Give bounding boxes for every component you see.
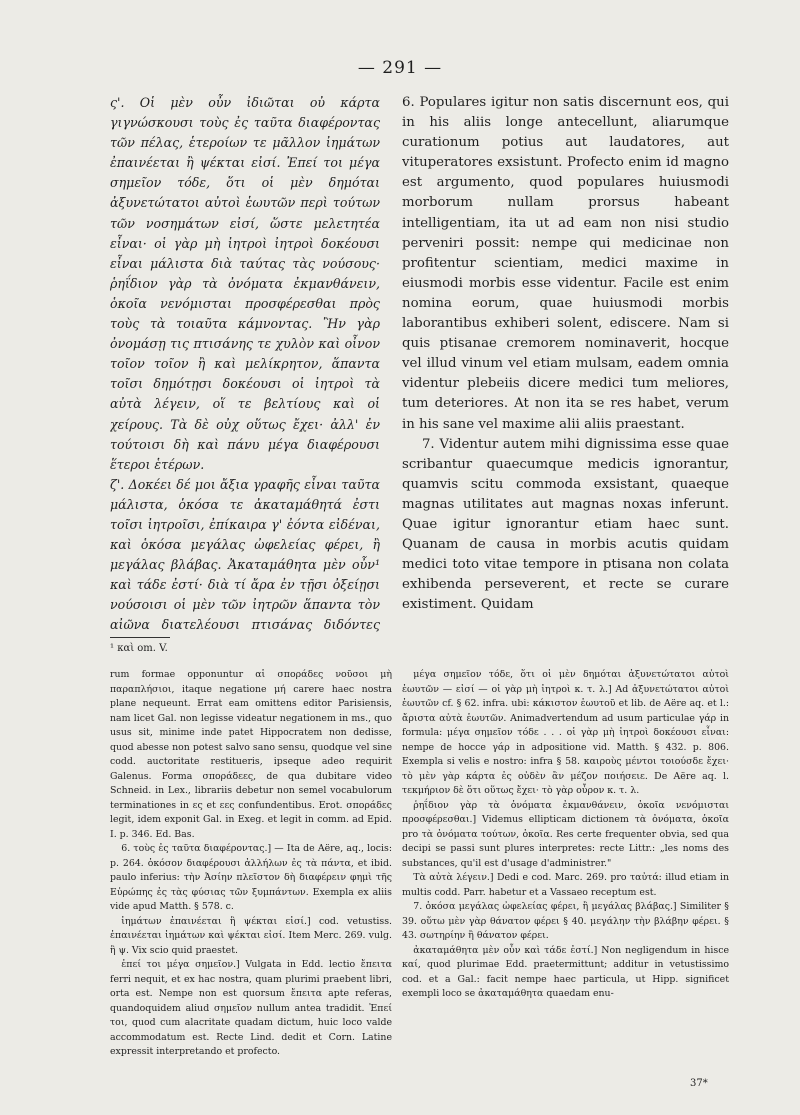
notes-left-column [110, 668, 392, 1088]
note: 7. ὁκόσα μεγάλας ὠφελείας φέρει, ἢ μεγάλας βλάβας.] Similiter § 39. οὕτω μὲν γὰρ θάνατον φέρει § 40. μεγάλην τὴν βλάβην φέρει. § 43. σωτηρίην ἢ θάνατον φέρει. [402, 901, 729, 941]
note: μέγα σημεῖον τόδε, ὅτι οἱ μὲν δημόται ἀξυνετώτατοι αὐτοὶ ἑωυτῶν — εἰσί — οἱ γὰρ μὴ ἰητροὶ κ. τ. λ.] Ad ἀξυνετώτατοι αὐτοὶ ἑωυτῶν cf. § 62. infra. ubi: κάκιστον ἑωυτοῦ et lib. de Aëre aq. et l.: ἄριστα αὐτὰ ἑωυτῶν. Animadvertendum ad usum particulae γάρ in formula: μέγα σημεῖον τόδε . . . οἱ γὰρ μὴ ἰητροὶ δοκέουσι εἶναι: nempe de hocce γάρ in adpositione vid. Matth. § 432. p. 806. Exempla si velis e nostro: infra § 58. καιροὺς μέντοι τοιούσδε ἔχει· τὸ μὲν γὰρ κάρτα ἐς οὐδὲν ἂν μέζον ποιήσειε. De Aëre aq. l. τεκμήριον δὲ ὅτι οὕτως ἔχει· τὸ γὰρ οὖρον κ. τ. λ. [402, 669, 729, 796]
latin-paragraph-7: 7. Videntur autem mihi dignissima esse quae scribantur quaecumque medicis ignorantur, quamvis scitu commoda exsistant, quaeque magnas utilitates aut magnas noxas inferunt. Quae igitur ignorantur etiam haec sunt. Quanam de causa in morbis acutis quidam medici toto vitae tempore in ptisana non colata exhibenda perseverent, et recte se curare existiment. Quidam [402, 436, 729, 613]
greek-paragraph-7: ζ'. Δοκέει δέ μοι ἄξια γραφῆς εἶναι ταῦτα μάλιστα, ὁκόσα τε ἀκαταμάθητά ἐστι τοῖσι ἰητροῖσι, ἐπίκαιρα γ' ἐόντα εἰδέναι, καὶ ὁκόσα μεγάλας ὠφελείας φέρει, ἢ μεγάλας βλάβας. Ἀκαταμάθητα μὲν οὖν¹ καὶ τάδε ἐστί· διὰ τί ἄρα ἐν τῇσι ὀξείῃσι νούσοισι οἱ μὲν τῶν ἰητρῶν ἅπαντα τὸν αἰῶνα διατελέουσι πτισάνας διδόντες [110, 476, 380, 633]
greek-paragraph-6: ς'. Οἱ μὲν οὖν ἰδιῶται οὐ κάρτα γιγνώσκουσι τοὺς ἐς ταῦτα διαφέροντας τῶν πέλας, ἑτεροίων τε μᾶλλον ἰημάτων ἐπαινέεται ἢ ψέκται εἰσί. Ἐπεί τοι μέγα σημεῖον τόδε, ὅτι οἱ μὲν δημόται ἀξυνετώτατοι αὐτοὶ ἑωυτῶν περὶ τούτων τῶν νοσημάτων εἰσί, ὥστε μελετητέα εἶναι· οἱ γὰρ μὴ ἰητροὶ ἰητροὶ δοκέουσι εἶναι μάλιστα διὰ ταύτας τὰς νούσους· ῥηΐδιον γὰρ τὰ ὀνόματα ἐκμανθάνειν, ὁκοῖα νενόμισται προσφέρεσθαι πρὸς τοὺς τὰ τοιαῦτα κάμνοντας. Ἢν γὰρ ὀνομάσῃ τις πτισάνης τε χυλὸν καὶ οἶνον τοῖον τοῖον ἢ καὶ μελίκρητον, ἅπαντα τοῖσι δημότῃσι δοκέουσι οἱ ἰητροὶ τὰ αὐτὰ λέγειν, οἵ τε βελτίους καὶ οἱ χείρους. Τὰ δὲ οὐχ οὕτως ἔχει· ἀλλ' ἐν τούτοισι δὴ καὶ πάνυ μέγα διαφέρουσι ἕτεροι ἑτέρων. [110, 95, 380, 472]
note: Τὰ αὐτὰ λέγειν.] Dedi e cod. Marc. 269. pro ταὐτά: illud etiam in multis codd. Parr. habetur et a Vassaeo receptum est. [402, 872, 729, 898]
note: ἰημάτων ἐπαινέεται ἢ ψέκται εἰσί.] cod. vetustiss. ἐπαινέεται ἰημάτων καὶ ψέκται εἰσί. Item Merc. 269. vulg. ἢ ψ. Vix scio quid praestet. [110, 915, 392, 956]
signature-mark: 37* [690, 1078, 708, 1089]
note: ἐπεί τοι μέγα σημεῖον.] Vulgata in Edd. lectio ἔπειτα ferri nequit, et ex hac nostra, quam plurimi praebent libri, orta est. Nempe non est quorsum ἔπειτα apte referas, quandoquidem aliud σημεῖον nullum antea tradidit. Ἐπεί τοι, quod cum alacritate quadam dictum, huic loco valde accommodatum est. Recte Lind. dedit et Corn. Latine expressit interpretando et profecto. [110, 959, 392, 1057]
latin-paragraph-6: 6. Populares igitur non satis discernunt eos, qui in his aliis longe antecellunt, aliarumque curationum potius aut laudatores, aut vituperatores exsistunt. Profecto enim id magno est argumento, quod populares huiusmodi morborum nullam prorsus habeant intelligentiam, ita ut ad eam non nisi studio perveniri possit: nempe qui medicinae non profitentur scientiam, medici maxime in eiusmodi morbis esse videntur. Facile est enim nomina eorum, quae huiusmodi morbis laborantibus exhiberi solent, ediscere. Nam si quis ptisanae cremorem nominaverit, hocque vel illud vinum vel etiam mulsam, eadem omnia videntur plebeiis dicere medici tum meliores, tum deteriores. At non ita se res habet, verum in his sane vel maxime alii aliis praestant. [402, 95, 729, 432]
notes-right-column [402, 668, 729, 1088]
footnote: ¹ καὶ om. V. [110, 643, 168, 654]
note: rum formae opponuntur αἱ σποράδες νοῦσοι μὴ παραπλήσιοι, itaque negatione μή carere haec nostra plane nequeunt. Errat eam omittens editor Parisiensis, nam licet Gal. non legisse videatur negationem in ms., quo usus sit, minime inde patet Hippocratem non dedisse, quod abesse non potest salvo sano sensu, quodque vel sine codd. auctoritate restitueris, ipseque adeo requirit Galenus. Forma σποράδεες, de qua dubitare video Schneid. in Lex., librariis debetur non semel vocabulorum terminationes in ες et εες confundentibus. Erot. σποράδες legit, idem exponit Gal. in Exeg. et legit in comm. ad Epid. I. p. 346. Ed. Bas. [110, 669, 392, 840]
page-number: — 291 — [357, 58, 443, 78]
footnote-rule [110, 637, 170, 638]
latin-text-column [402, 93, 729, 638]
note: ἀκαταμάθητα μὲν οὖν καὶ τάδε ἐστί.] Non negligendum in hisce καί, quod plurimae Edd. praetermittunt; additur in vetustissimo cod. et a Gal.: facit nempe haec particula, ut Hipp. significet exempli loco se ἀκαταμάθητα quaedam enu- [402, 944, 729, 999]
note: ῥηΐδιον γὰρ τὰ ὀνόματα ἐκμανθάνειν, ὁκοῖα νενόμισται προσφέρεσθαι.] Videmus ellipticam dictionem τὰ ὀνόματα, ὁκοῖα pro τὰ ὀνόματα τούτων, ὁκοῖα. Res certe frequenter obvia, sed qua decipi se passi sunt plures interpretes: recte Littr.: „les noms des substances, qu'il est d'usage d'administrer." [402, 799, 729, 869]
greek-text-column [110, 93, 380, 638]
note: 6. τοὺς ἐς ταῦτα διαφέροντας.] — Ita de Aëre, aq., locis: p. 264. ὁκόσον διαφέρουσι ἀλλήλων ἐς τὰ πάντα, et ibid. paulo inferius: τὴν Ἀσίην πλεῖστον δὴ διαφέρειν φημὶ τῆς Εὐρώπης ἐς τὰς φύσιας τῶν ξυμπάντων. Exempla ex aliis vide apud Matth. § 578. c. [110, 843, 392, 912]
